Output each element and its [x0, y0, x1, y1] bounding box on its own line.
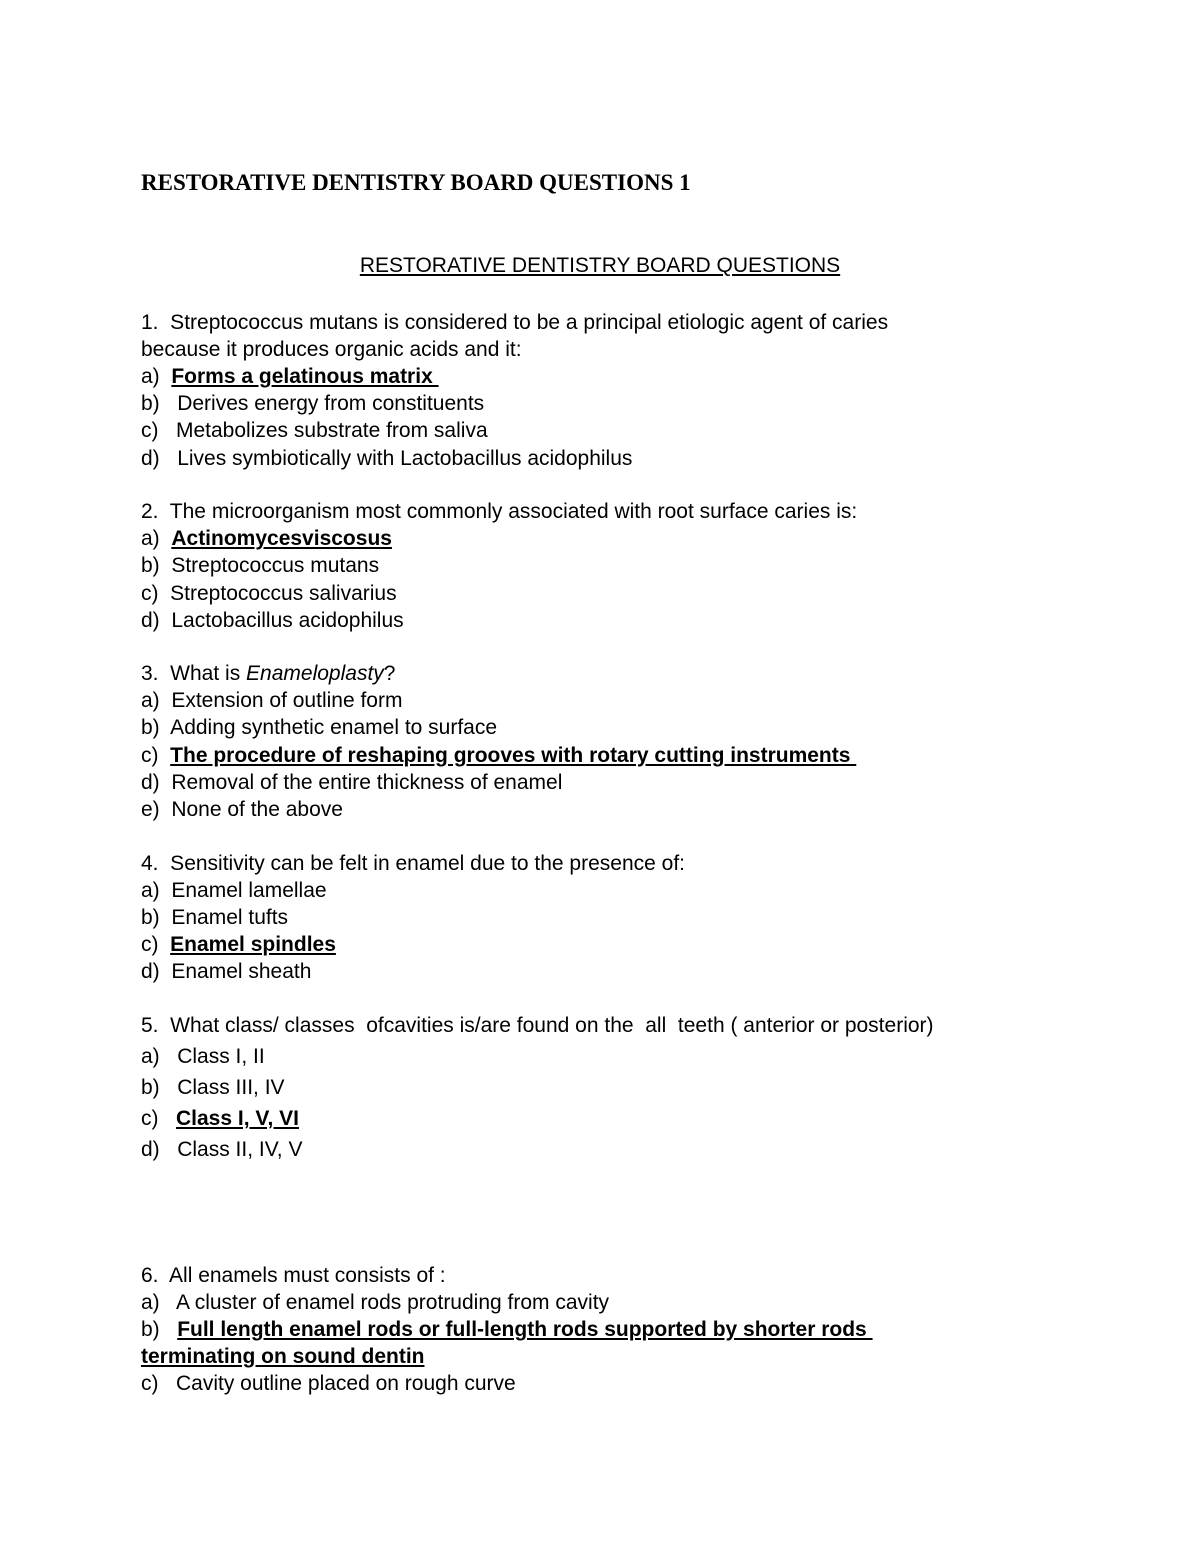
q1-option-a-answer: Forms a gelatinous matrix [171, 365, 439, 388]
q6-option-b-label: b) [141, 1318, 178, 1341]
q3-option-a: a) Extension of outline form [141, 689, 403, 712]
q3-option-c [141, 742, 856, 769]
q5-option-d-text: Class II, IV, V [177, 1138, 303, 1161]
q1-option-d-text: Lives symbiotically with Lactobacillus acidophilus [177, 447, 633, 470]
q4-option-a: a) Enamel lamellae [141, 879, 327, 902]
q5-option-b [141, 1074, 285, 1101]
q3-stem [141, 660, 395, 687]
q1-option-b [141, 390, 484, 417]
q4-option-c-answer: Enamel spindles [170, 933, 336, 956]
q6-option-b [141, 1316, 873, 1343]
q1-stem-line2: because it produces organic acids and it: [141, 338, 522, 361]
q6-option-c: c) Cavity outline placed on rough curve [141, 1372, 516, 1395]
q3-option-c-answer: The procedure of reshaping grooves with rotary cutting instruments [170, 744, 857, 767]
q1-option-b-label: b) [141, 392, 178, 415]
q6-option-b-continued [141, 1343, 424, 1370]
q1-option-a [141, 363, 439, 390]
q3-option-d: d) Removal of the entire thickness of enamel [141, 771, 563, 794]
q5-option-c-answer: Class I, V, VI [176, 1107, 299, 1130]
q2-option-a-answer: Actinomycesviscosus [171, 527, 392, 550]
q2-option-d: d) Lactobacillus acidophilus [141, 609, 404, 632]
q1-option-d [141, 445, 632, 472]
q3-stem-term: Enameloplasty [246, 662, 384, 685]
document-title: RESTORATIVE DENTISTRY BOARD QUESTIONS [359, 254, 841, 277]
q2-option-a [141, 525, 392, 552]
q3-stem-post: ? [383, 662, 396, 685]
q1-option-c-text: Metabolizes substrate from saliva [176, 419, 488, 442]
q5-option-b-text: Class III, IV [177, 1076, 285, 1099]
q5-option-d [141, 1136, 302, 1163]
q5-stem: 5. What class/ classes ofcavities is/are found on the all teeth ( anterior or posterior) [141, 1014, 934, 1037]
q5-option-a-label: a) [141, 1045, 178, 1068]
q6-option-b-answer-line2: terminating on sound dentin [141, 1345, 425, 1368]
q5-option-b-label: b) [141, 1076, 178, 1099]
q6-stem: 6. All enamels must consists of : [141, 1264, 446, 1287]
q3-option-e: e) None of the above [141, 798, 343, 821]
q4-option-d: d) Enamel sheath [141, 960, 312, 983]
q6-option-b-answer-line1: Full length enamel rods or full-length rods supported by shorter rods [177, 1318, 873, 1341]
q6-option-a: a) A cluster of enamel rods protruding from cavity [141, 1291, 610, 1314]
q3-option-b: b) Adding synthetic enamel to surface [141, 716, 498, 739]
q2-option-c: c) Streptococcus salivarius [141, 582, 397, 605]
q3-stem-pre: 3. What is [141, 662, 247, 685]
q1-option-c [141, 417, 488, 444]
q1-option-a-label: a) [141, 365, 172, 388]
q1-option-c-label: c) [141, 419, 176, 442]
q4-stem: 4. Sensitivity can be felt in enamel due to the presence of: [141, 852, 685, 875]
q4-option-b: b) Enamel tufts [141, 906, 289, 929]
q3-option-c-label: c) [141, 744, 171, 767]
q5-option-c-label: c) [141, 1107, 176, 1130]
page-header: RESTORATIVE DENTISTRY BOARD QUESTIONS 1 [141, 170, 691, 195]
q4-option-c [141, 931, 336, 958]
q4-option-c-label: c) [141, 933, 171, 956]
q5-option-d-label: d) [141, 1138, 178, 1161]
q1-stem-line1: 1. Streptococcus mutans is considered to be a principal etiologic agent of caries [141, 311, 889, 334]
q1-option-d-label: d) [141, 447, 178, 470]
q2-stem: 2. The microorganism most commonly associated with root surface caries is: [141, 500, 858, 523]
q5-option-a-text: Class I, II [177, 1045, 265, 1068]
q1-option-b-text: Derives energy from constituents [177, 392, 485, 415]
q5-option-c [141, 1105, 299, 1132]
q5-option-a [141, 1043, 265, 1070]
q2-option-b: b) Streptococcus mutans [141, 554, 380, 577]
q2-option-a-label: a) [141, 527, 172, 550]
